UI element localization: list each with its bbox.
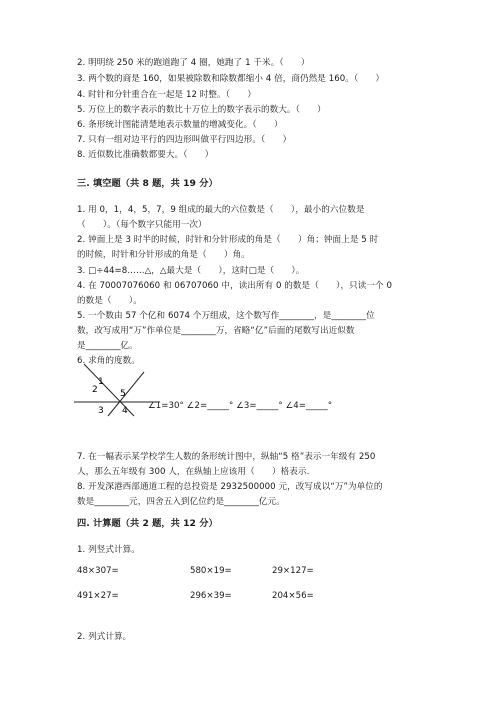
fill-line: 数，改写成用“万”作单位是________万，省略“亿”后面的尾数写出近似数 <box>77 326 355 336</box>
calc-problem: 296×39= <box>190 591 232 601</box>
calc-question: 1. 列竖式计算。 <box>77 545 140 555</box>
angle-answer-line: ∠1=30° ∠2=_____° ∠3=_____° ∠4=_____° <box>148 401 333 411</box>
fill-line: 的数是（ ）。 <box>77 296 142 306</box>
fill-line: 3. □÷44=8……△，△最大是（ ），这时□是（ ）。 <box>77 266 305 276</box>
section-title-fill: 三. 填空题（共 8 题，共 19 分） <box>77 178 218 189</box>
section-title-calc: 四. 计算题（共 2 题，共 12 分） <box>77 518 218 529</box>
fill-line: 是________亿。 <box>77 341 138 351</box>
calc-problem: 580×19= <box>190 566 232 576</box>
fill-line: 的时候，时针和分针形成的角是（ ）角。 <box>77 250 250 260</box>
calc-problem: 48×307= <box>77 566 119 576</box>
fill-line: 2. 钟面上是 3 时半的时候，时针和分针形成的角是（ ）角；钟面上是 5 时 <box>77 235 379 245</box>
judge-item: 3. 两个数的商是 160，如果被除数和除数都缩小 4 倍，商仍然是 160。（ ） <box>77 74 385 84</box>
judge-item: 5. 万位上的数字表示的数比十万位上的数字表示的数大。（ ） <box>77 105 326 115</box>
fill-line: 人，那么五年级有 300 人，在纵轴上应该用（ ）格表示. <box>77 467 310 477</box>
fill-line: 4. 在 70007076060 和 06707060 中，读出所有 0 的数是（ ），只读一个 0 <box>77 281 392 291</box>
calc-problem: 491×27= <box>77 591 119 601</box>
angle-label: 5 <box>120 389 126 399</box>
judge-item: 8. 近似数比准确数都要大。（ ） <box>77 150 214 160</box>
calc-problem: 204×56= <box>272 591 314 601</box>
fill-line: 7. 在一幅表示某学校学生人数的条形统计图中，纵轴“5 格”表示一年级有 250 <box>77 452 376 462</box>
judge-item: 6. 条形统计图能清楚地表示数量的增减变化。（ ） <box>77 120 283 130</box>
fill-line: 5. 一个数由 57 个亿和 6074 个万组成，这个数写作________，是________位 <box>77 311 375 321</box>
fill-line: 1. 用 0，1，4，5，7，9 组成的最大的六位数是（ ），最小的六位数是 <box>77 205 365 215</box>
calc-problem: 29×127= <box>272 566 314 576</box>
fill-line: （ ）。（每个数字只能用一次） <box>77 220 207 230</box>
fill-line: 6. 求角的度数。 <box>77 356 140 366</box>
fill-line: 8. 开发深港西部通道工程的总投资是 2932500000 元，改写成以“万”为单位的 <box>77 482 383 492</box>
judge-item: 7. 只有一组对边平行的四边形叫做平行四边形。（ ） <box>77 135 292 145</box>
judge-item: 4. 时针和分针重合在一起是 12 时整。（ ） <box>77 90 256 100</box>
angle-label: 2 <box>92 385 98 395</box>
calc-question: 2. 列式计算。 <box>77 632 132 642</box>
fill-line: 数是________元，四舍五入到亿位约是________亿元。 <box>77 497 285 507</box>
angle-label: 4 <box>122 406 128 416</box>
judge-item: 2. 明明绕 250 米的跑道跑了 4 圈，她跑了 1 千米。（ ） <box>77 58 310 68</box>
angle-label: 1 <box>98 377 104 387</box>
angle-label: 3 <box>98 406 104 416</box>
